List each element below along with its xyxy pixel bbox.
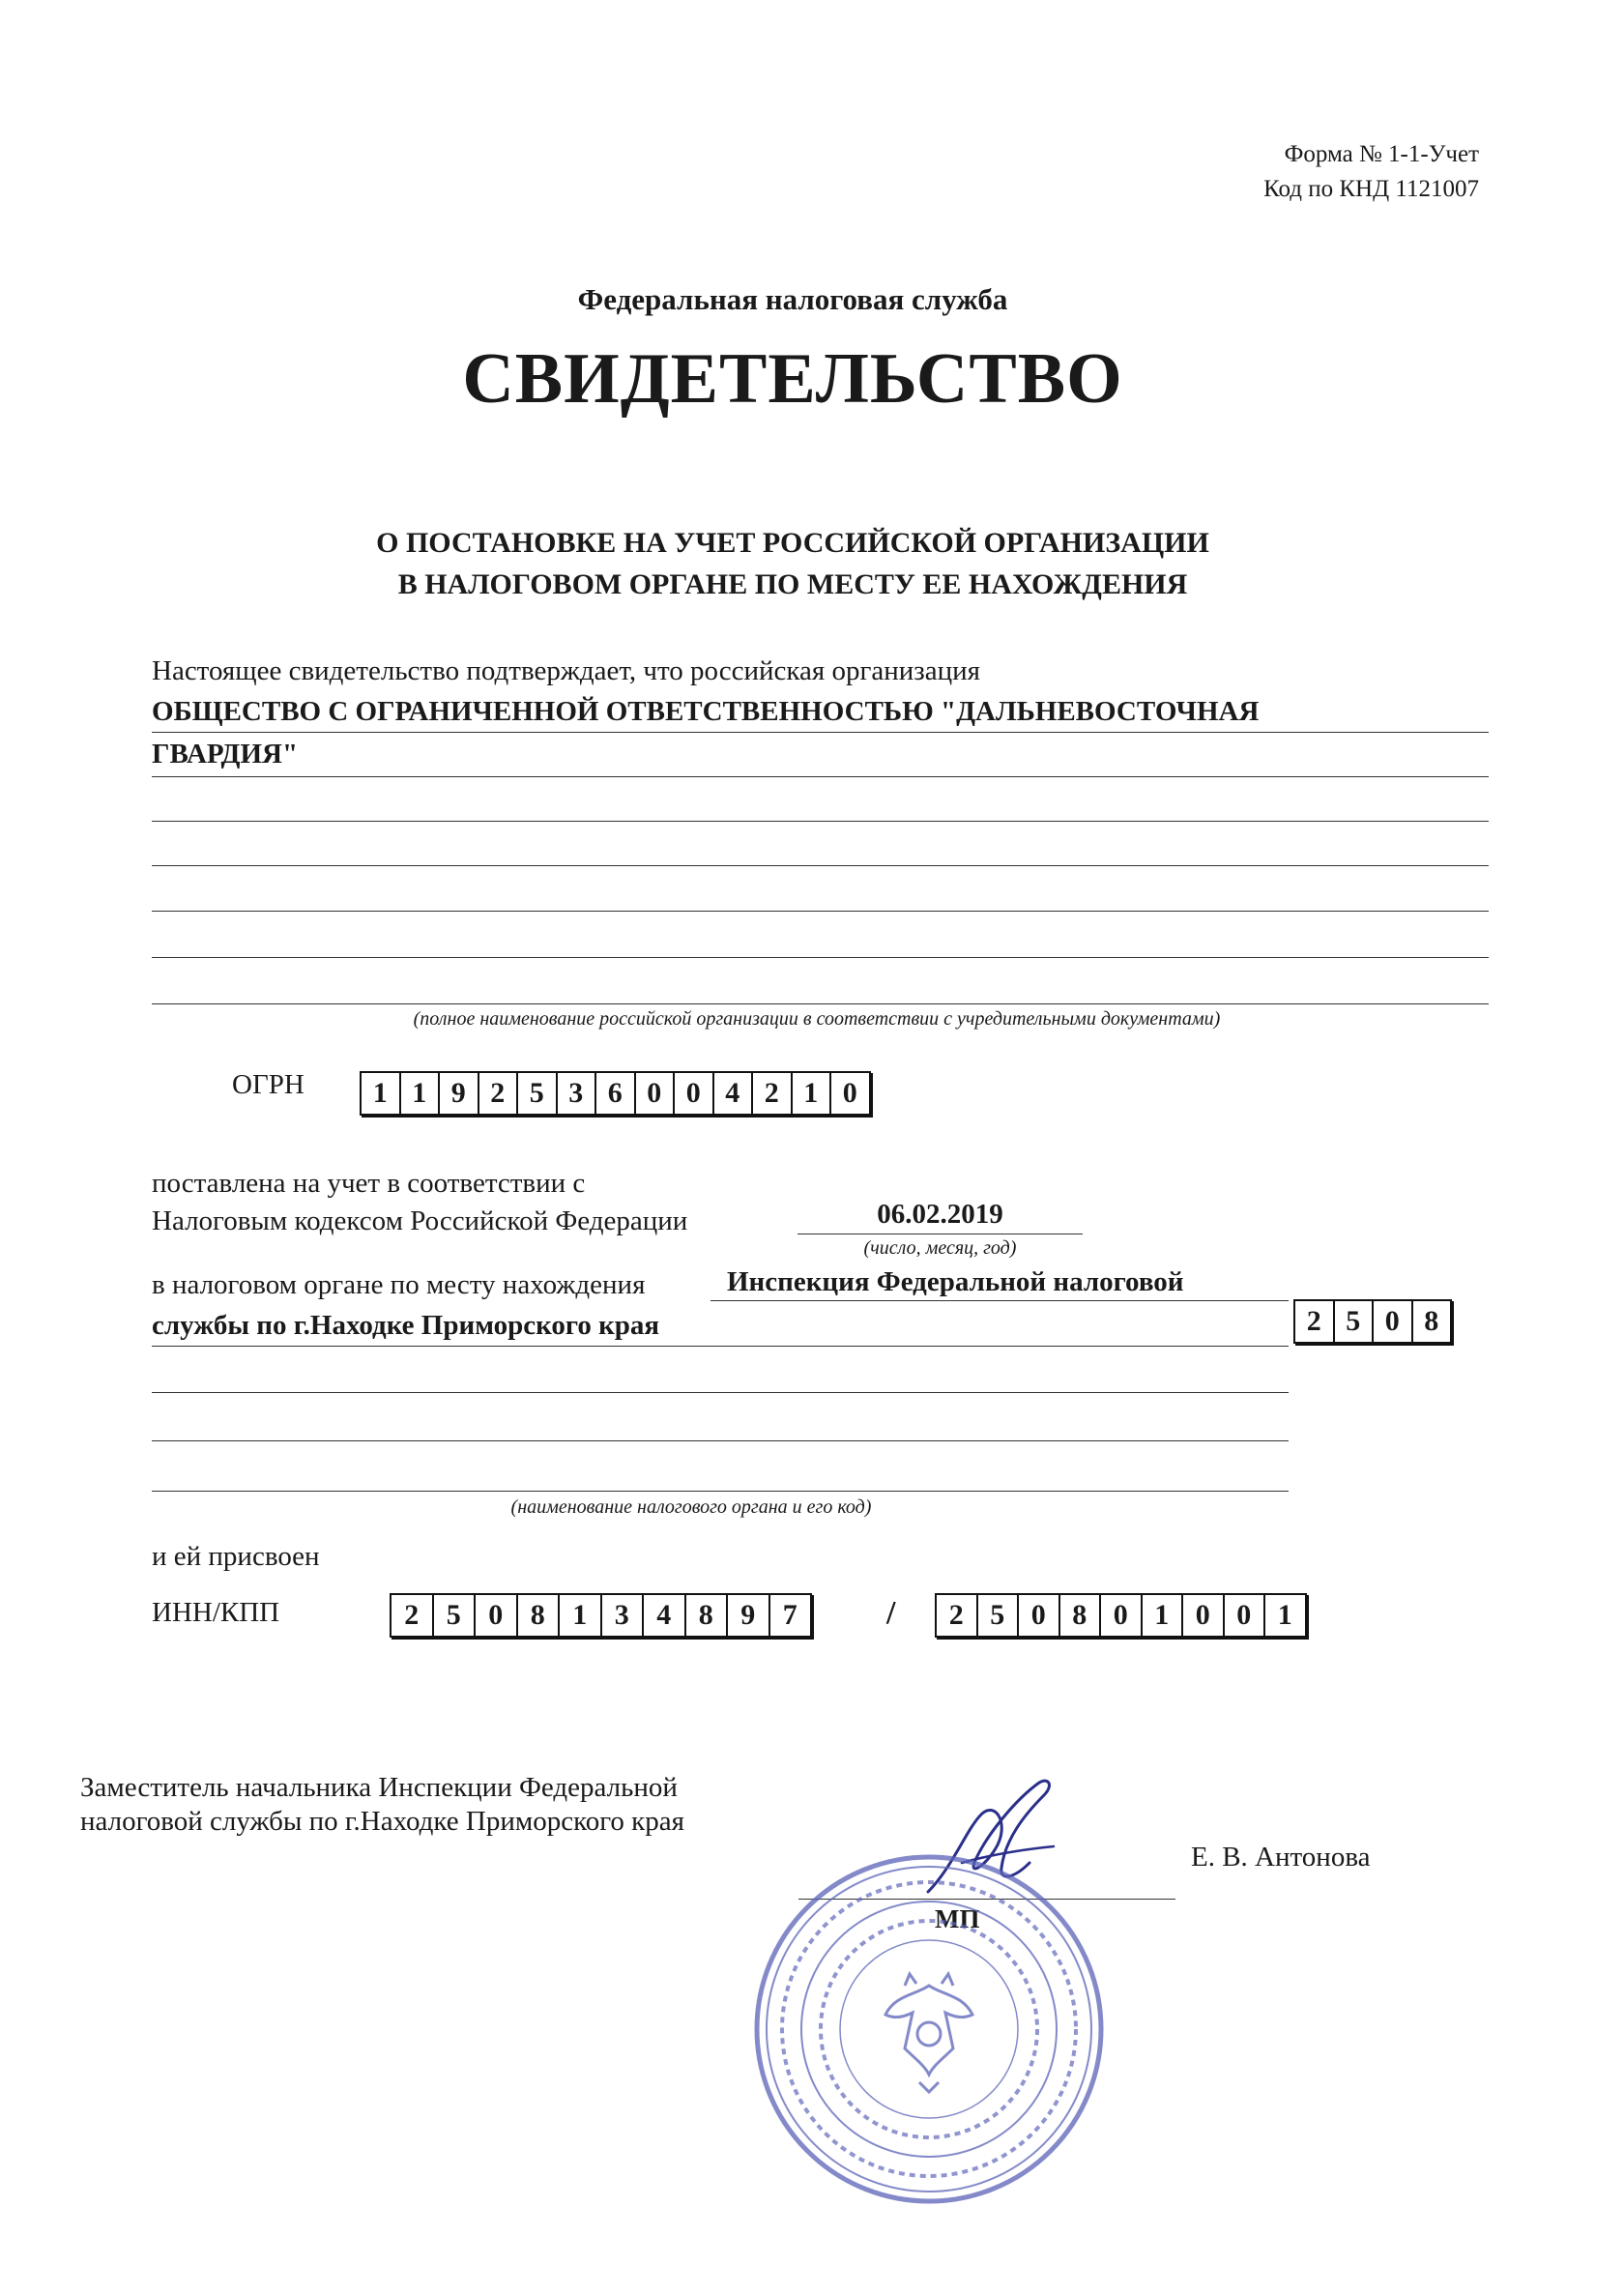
tax-authority-rule-2 [152, 1346, 1289, 1347]
ogrn-digit: 1 [401, 1073, 441, 1114]
ogrn-digit: 0 [675, 1073, 714, 1114]
form-code-block [1263, 137, 1479, 207]
subtitle-line-1: О ПОСТАНОВКЕ НА УЧЕТ РОССИЙСКОЙ ОРГАНИЗАЦИИ [376, 527, 1209, 559]
kpp-cells [935, 1593, 1307, 1638]
tax-code-digit: 0 [1374, 1301, 1413, 1342]
tax-authority-caption: (наименование налогового органа и его код) [510, 1496, 872, 1518]
document-title: СВИДЕТЕЛЬСТВО [462, 339, 1123, 419]
ogrn-digit: 2 [479, 1073, 519, 1114]
inn-digit: 5 [434, 1595, 477, 1636]
signatory-position-line-1: Заместитель начальника Инспекции Федеральной [80, 1772, 678, 1803]
org-name-rule-1 [152, 732, 1489, 733]
registration-line-1: поставлена на учет в соответствии с [152, 1168, 586, 1199]
org-name-rule-5 [152, 911, 1489, 912]
ogrn-digit: 1 [362, 1073, 401, 1114]
inn-cells [390, 1593, 812, 1638]
ogrn-digit: 3 [558, 1073, 597, 1114]
signatory-name: Е. В. Антонова [1191, 1842, 1371, 1873]
ogrn-digit: 5 [518, 1073, 558, 1114]
org-name-rule-6 [152, 957, 1489, 958]
inn-digit: 2 [392, 1595, 434, 1636]
kpp-digit: 0 [1225, 1595, 1266, 1636]
org-name-line-1: ОБЩЕСТВО С ОГРАНИЧЕННОЙ ОТВЕТСТВЕННОСТЬЮ "ДАЛЬНЕВОСТОЧНАЯ [152, 696, 1260, 727]
registration-date-caption: (число, месяц, год) [863, 1237, 1017, 1259]
kpp-digit: 1 [1143, 1595, 1184, 1636]
org-name-rule-4 [152, 865, 1489, 866]
org-name-rule-3 [152, 821, 1489, 822]
intro-text: Настоящее свидетельство подтверждает, что российская организация [152, 655, 980, 686]
ogrn-digit: 0 [842, 1077, 857, 1109]
inn-digit: 1 [560, 1595, 602, 1636]
form-number: Форма № 1-1-Учет [1284, 141, 1479, 167]
inn-digit: 3 [602, 1595, 645, 1636]
tax-authority-rule-3 [152, 1392, 1289, 1393]
official-stamp-icon [750, 1850, 1108, 2208]
subtitle-line-2: В НАЛОГОВОМ ОРГАНЕ ПО МЕСТУ ЕЕ НАХОЖДЕНИЯ [397, 568, 1188, 600]
inn-digit: 8 [518, 1595, 561, 1636]
tax-code-digit: 5 [1335, 1301, 1375, 1342]
tax-code-digit: 2 [1295, 1301, 1335, 1342]
org-name-caption: (полное наименование российской организации в соответствии с учредительными документами) [413, 1008, 1221, 1030]
org-name-rule-7 [152, 1003, 1489, 1004]
seal-mark-label: МП [935, 1904, 980, 1933]
ogrn-label: ОГРН [232, 1069, 304, 1100]
signatory-position-line-2: налоговой службы по г.Находке Приморского края [80, 1806, 684, 1837]
registration-date: 06.02.2019 [877, 1199, 1003, 1230]
inn-digit: 0 [476, 1595, 518, 1636]
ogrn-digit: 1 [793, 1073, 832, 1114]
ogrn-digit: 4 [714, 1073, 754, 1114]
org-name-line-2: ГВАРДИЯ" [152, 739, 299, 770]
tax-authority-name-line-1: Инспекция Федеральной налоговой [727, 1266, 1184, 1297]
inn-digit: 4 [644, 1595, 686, 1636]
tax-authority-rule-5 [152, 1491, 1289, 1492]
ogrn-digit: 6 [596, 1073, 636, 1114]
ogrn-digit: 2 [753, 1073, 793, 1114]
assigned-text: и ей присвоен [152, 1541, 320, 1572]
tax-authority-name-line-2: службы по г.Находке Приморского края [152, 1310, 660, 1341]
kpp-digit: 0 [1183, 1595, 1225, 1636]
inn-digit: 8 [686, 1595, 729, 1636]
agency-name: Федеральная налоговая служба [577, 282, 1008, 316]
knd-code: Код по КНД 1121007 [1263, 176, 1479, 202]
inn-digit: 9 [728, 1595, 770, 1636]
ogrn-cells [360, 1071, 871, 1116]
kpp-digit: 1 [1277, 1599, 1292, 1631]
kpp-digit: 2 [937, 1595, 978, 1636]
tax-authority-prefix: в налоговом органе по месту нахождения [152, 1269, 646, 1300]
inn-kpp-separator: / [886, 1595, 896, 1631]
org-name-rule-2 [152, 776, 1489, 777]
tax-code-digit: 8 [1424, 1305, 1439, 1337]
inn-kpp-label: ИНН/КПП [152, 1597, 280, 1628]
kpp-digit: 5 [978, 1595, 1020, 1636]
registration-line-2: Налоговым кодексом Российской Федерации [152, 1205, 688, 1236]
tax-authority-rule-1 [710, 1300, 1289, 1301]
tax-authority-rule-4 [152, 1440, 1289, 1441]
kpp-digit: 0 [1019, 1595, 1060, 1636]
tax-authority-code-cells [1293, 1299, 1452, 1344]
kpp-digit: 0 [1101, 1595, 1143, 1636]
kpp-digit: 8 [1060, 1595, 1102, 1636]
ogrn-digit: 9 [440, 1073, 479, 1114]
inn-digit: 7 [782, 1599, 798, 1631]
ogrn-digit: 0 [636, 1073, 676, 1114]
document-subtitle [0, 522, 1585, 605]
